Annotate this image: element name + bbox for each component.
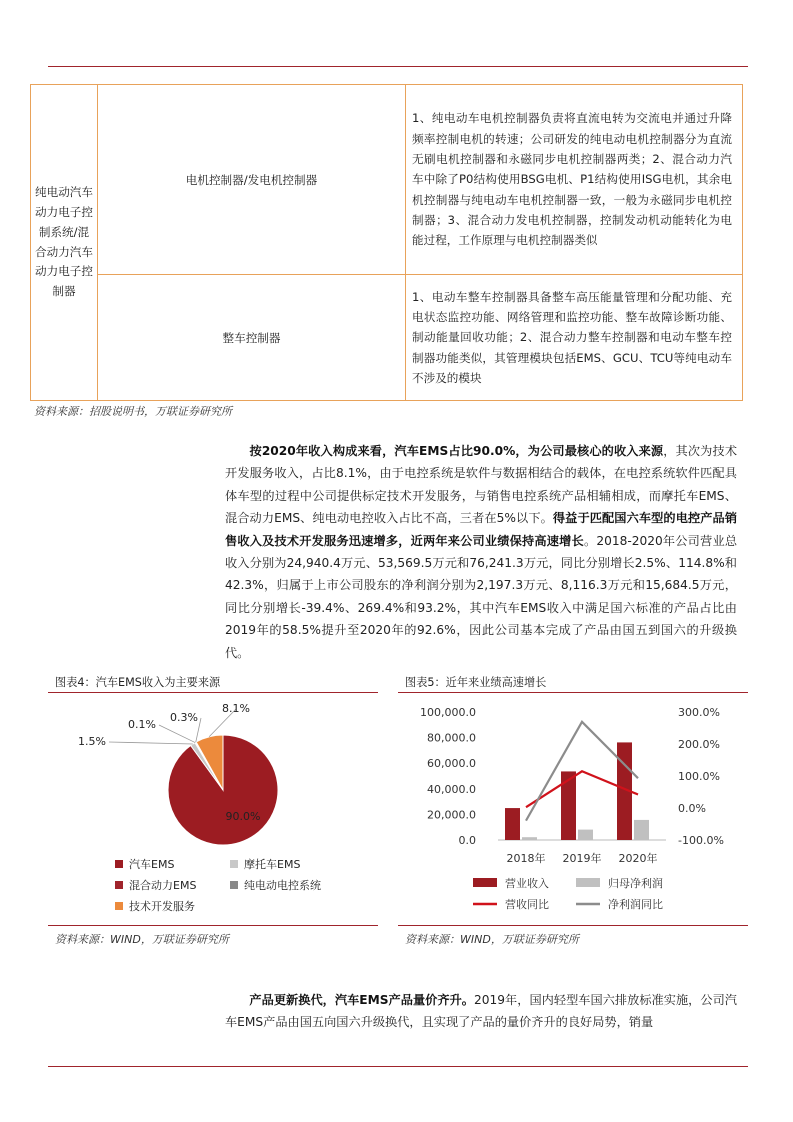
- fig4-pie-chart: [48, 700, 378, 850]
- fig4-title: 图表4：汽车EMS收入为主要来源: [55, 676, 221, 689]
- legend-swatch: [115, 881, 123, 889]
- legend-item-tech-service: 技术开发服务: [115, 898, 195, 914]
- y-tick-label: 40,000.0: [427, 782, 476, 796]
- y-tick-label: 80,000.0: [427, 731, 476, 745]
- legend-item-hybrid-ems: 混合动力EMS: [115, 877, 196, 893]
- legend-swatch: [115, 860, 123, 868]
- para-highlight: 产品更新换代，汽车EMS产品量价齐升。: [249, 993, 474, 1007]
- y-tick-label: 0.0: [458, 834, 476, 847]
- table-row-desc: 1、纯电动车电机控制器负责将直流电转为交流电并通过升降频率控制电机的转速；公司研发的纯电动电机控制器分为直流无刷电机控制器和永磁同步电机控制器两类；2、混合动力汽车中除了P0结构使用BSG电机、P1结构使用ISG电机，其余电机控制器与纯电动车电机控制器一致，一般为永磁同步电机控制器；3、混合动力发电机控制器，控制发动机动能转化为电能过程，工作原理与电机控制器类似: [406, 85, 743, 275]
- para-highlight: 按2020年收入构成来看，汽车EMS占比90.0%，为公司最核心的收入来源: [249, 444, 664, 458]
- pie-data-label: 0.3%: [170, 711, 198, 724]
- fig5-source: 资料来源：WIND，万联证券研究所: [405, 933, 579, 946]
- controller-table: [30, 84, 743, 401]
- header-rule: [48, 66, 748, 67]
- pie-data-label: 90.0%: [225, 810, 261, 823]
- y2-tick-label: 200.0%: [678, 738, 720, 751]
- pie-leader-line: [159, 725, 195, 743]
- legend-label: 营收同比: [505, 898, 549, 911]
- legend-item-ev-control: 纯电动电控系统: [230, 877, 321, 893]
- fig5-title-rule: [398, 692, 748, 693]
- legend-swatch: [576, 878, 600, 887]
- legend-label: 营业收入: [505, 877, 549, 890]
- bar-营业收入-1: [561, 771, 576, 840]
- body-paragraph-1: [225, 440, 737, 664]
- footer-rule: [48, 1066, 748, 1067]
- body-paragraph-2: [225, 989, 737, 1034]
- pie-data-label: 1.5%: [78, 735, 106, 748]
- fig5-bottom-rule: [398, 925, 748, 926]
- legend-label: 归母净利润: [608, 877, 663, 890]
- bar-归母净利润-2: [634, 820, 649, 840]
- bar-归母净利润-0: [522, 837, 537, 840]
- x-tick-label: 2019年: [562, 852, 602, 865]
- legend-item-auto-ems: 汽车EMS: [115, 856, 174, 872]
- legend-swatch: [473, 878, 497, 887]
- y-tick-label: 60,000.0: [427, 757, 476, 771]
- fig5-title: 图表5：近年来业绩高速增长: [405, 676, 547, 689]
- para-text: 2019年，国内轻型车国六排放标准实施，公司汽车EMS产品由国五向国六升级换代，且实现了产品的量价齐升的良好局势，销量: [225, 993, 737, 1030]
- y2-tick-label: 300.0%: [678, 706, 720, 719]
- fig4-source: 资料来源：WIND，万联证券研究所: [55, 933, 229, 946]
- y2-tick-label: 0.0%: [678, 802, 706, 815]
- table-row-desc: 1、电动车整车控制器具备整车高压能量管理和分配功能、充电状态监控功能、网络管理和监控功能、整车故障诊断功能、制动能量回收功能；2、混合动力整车控制器和电动车整车控制器功能类似，其管理模块包括EMS、GCU、TCU等纯电动车不涉及的模块: [406, 275, 743, 401]
- table-category-cell: 纯电动汽车动力电子控制系统/混合动力汽车动力电子控制器: [31, 85, 98, 401]
- para-highlight: 得益于匹配国六车型的电控产品销售收入及技术开发服务迅速增多，近两年来公司业绩保持高速增长: [225, 511, 738, 548]
- fig4-title-rule: [48, 692, 378, 693]
- table-source: 资料来源：招股说明书，万联证券研究所: [34, 405, 232, 418]
- legend-item-moto-ems: 摩托车EMS: [230, 856, 300, 872]
- pie-leader-line: [109, 742, 193, 744]
- x-tick-label: 2018年: [506, 852, 546, 865]
- bar-营业收入-0: [505, 808, 520, 840]
- y2-tick-label: 100.0%: [678, 770, 720, 783]
- y-tick-label: 20,000.0: [427, 808, 476, 822]
- para-text: ，其次为技术开发服务收入，占比8.1%，由于电控系统是软件与数据相结合的载体，在电控系统软件匹配具体车型的过程中公司提供标定技术开发服务，与销售电控系统产品相辅相成，而摩托车EMS、混合动力EMS、纯电动电控收入占比不高，三者在5%以下。: [225, 444, 738, 526]
- legend-swatch: [230, 881, 238, 889]
- pie-data-label: 0.1%: [128, 718, 156, 731]
- legend-swatch: [230, 860, 238, 868]
- pie-data-label: 8.1%: [222, 702, 250, 715]
- y-tick-label: 100,000.0: [420, 706, 476, 719]
- para-text: 。2018-2020年公司营业总收入分别为24,940.4万元、53,569.5万元和76,241.3万元，同比分别增长2.5%、114.8%和42.3%，归属于上市公司股东的净利润分别为2,197.3万元、8,116.3万元和15,684.5万元，同比分别增长-39.4%、269.4%和93.2%，其中汽车EMS收入中满足国六标准的产品占比由2019年的58.5%提升至2020年的92.6%，因此公司基本完成了产品由国五到国六的升级换代。: [225, 533, 738, 660]
- x-tick-label: 2020年: [618, 852, 658, 865]
- bar-归母净利润-1: [578, 830, 593, 840]
- legend-swatch: [115, 902, 123, 910]
- fig4-bottom-rule: [48, 925, 378, 926]
- fig5-bar-line-chart: [398, 700, 748, 915]
- legend-label: 净利润同比: [608, 898, 663, 911]
- y2-tick-label: -100.0%: [678, 834, 724, 847]
- table-row-name: 整车控制器: [98, 275, 406, 401]
- table-row-name: 电机控制器/发电机控制器: [98, 85, 406, 275]
